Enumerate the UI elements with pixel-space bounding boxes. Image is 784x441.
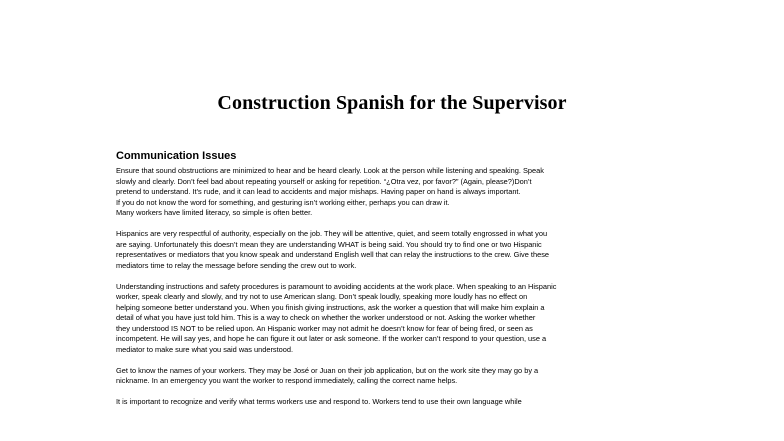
text-line: detail of what you have just told him. This is a way to check on whether the worker understood or not. Asking the worker whether xyxy=(116,313,536,322)
text-line: they understood IS NOT to be relied upon. An Hispanic worker may not admit he doesn’t know for fear of being fired, or seen as xyxy=(116,323,533,333)
paragraph xyxy=(116,366,676,387)
text-line: Hispanics are very respectful of authority, especially on the job. They will be attentive, quiet, and seem totally engrossed in what you xyxy=(116,229,548,238)
text-line: pretend to understand. It’s rude, and it can lead to accidents and major mishaps. Having paper on hand is always important. xyxy=(116,187,521,196)
body-text xyxy=(116,166,676,408)
paragraph xyxy=(116,166,676,219)
text-line: Get to know the names of your workers. They may be José or Juan on their job application, but on the work site they may go by a xyxy=(116,365,539,375)
text-line: Many workers have limited literacy, so simple is often better. xyxy=(116,208,313,217)
text-line: are saying. Unfortunately this doesn’t mean they are understanding WHAT is being said. You should try to find one or two Hispanic xyxy=(116,239,542,249)
text-line: mediator to make sure what you said was understood. xyxy=(116,344,294,354)
text-line: If you do not know the word for something, and gesturing isn’t working either, perhaps you can draw it. xyxy=(116,197,450,207)
section-heading: Communication Issues xyxy=(116,150,237,162)
text-line: incompetent. He will say yes, and hope he can figure it out later or ask someone. If the worker can’t respond to your question, use a xyxy=(116,334,547,343)
text-line: Ensure that sound obstructions are minimized to hear and be heard clearly. Look at the person while listening and speaking. Speak xyxy=(116,166,544,175)
text-line: worker, speak clearly and slowly, and try not to use American slang. Don’t speak loudly, speaking more loudly has no effect on xyxy=(116,292,528,301)
paragraph xyxy=(116,397,676,408)
document-title: Construction Spanish for the Supervisor xyxy=(217,92,567,114)
paragraph xyxy=(116,229,676,271)
text-line: representatives or mediators that you know speak and understand English well that can relay the instructions to the crew. Give these xyxy=(116,250,549,259)
text-line: Understanding instructions and safety procedures is paramount to avoiding accidents at the work place. When speaking to an Hispanic xyxy=(116,281,557,291)
text-line: mediators time to relay the message before sending the crew out to work. xyxy=(116,260,357,270)
text-line: slowly and clearly. Don’t feel bad about repeating yourself or asking for repetition. “¿Otra vez, por favor?” (Again, please?)Don’t xyxy=(116,176,532,186)
text-line: nickname. In an emergency you want the worker to respond immediately, calling the correct name helps. xyxy=(116,376,458,385)
paragraph xyxy=(116,282,676,356)
text-line: helping someone better understand you. When you finish giving instructions, ask the worker a question that will make him explain a xyxy=(116,302,545,312)
text-line: It is important to recognize and verify what terms workers use and respond to. Workers tend to use their own language while xyxy=(116,397,522,406)
